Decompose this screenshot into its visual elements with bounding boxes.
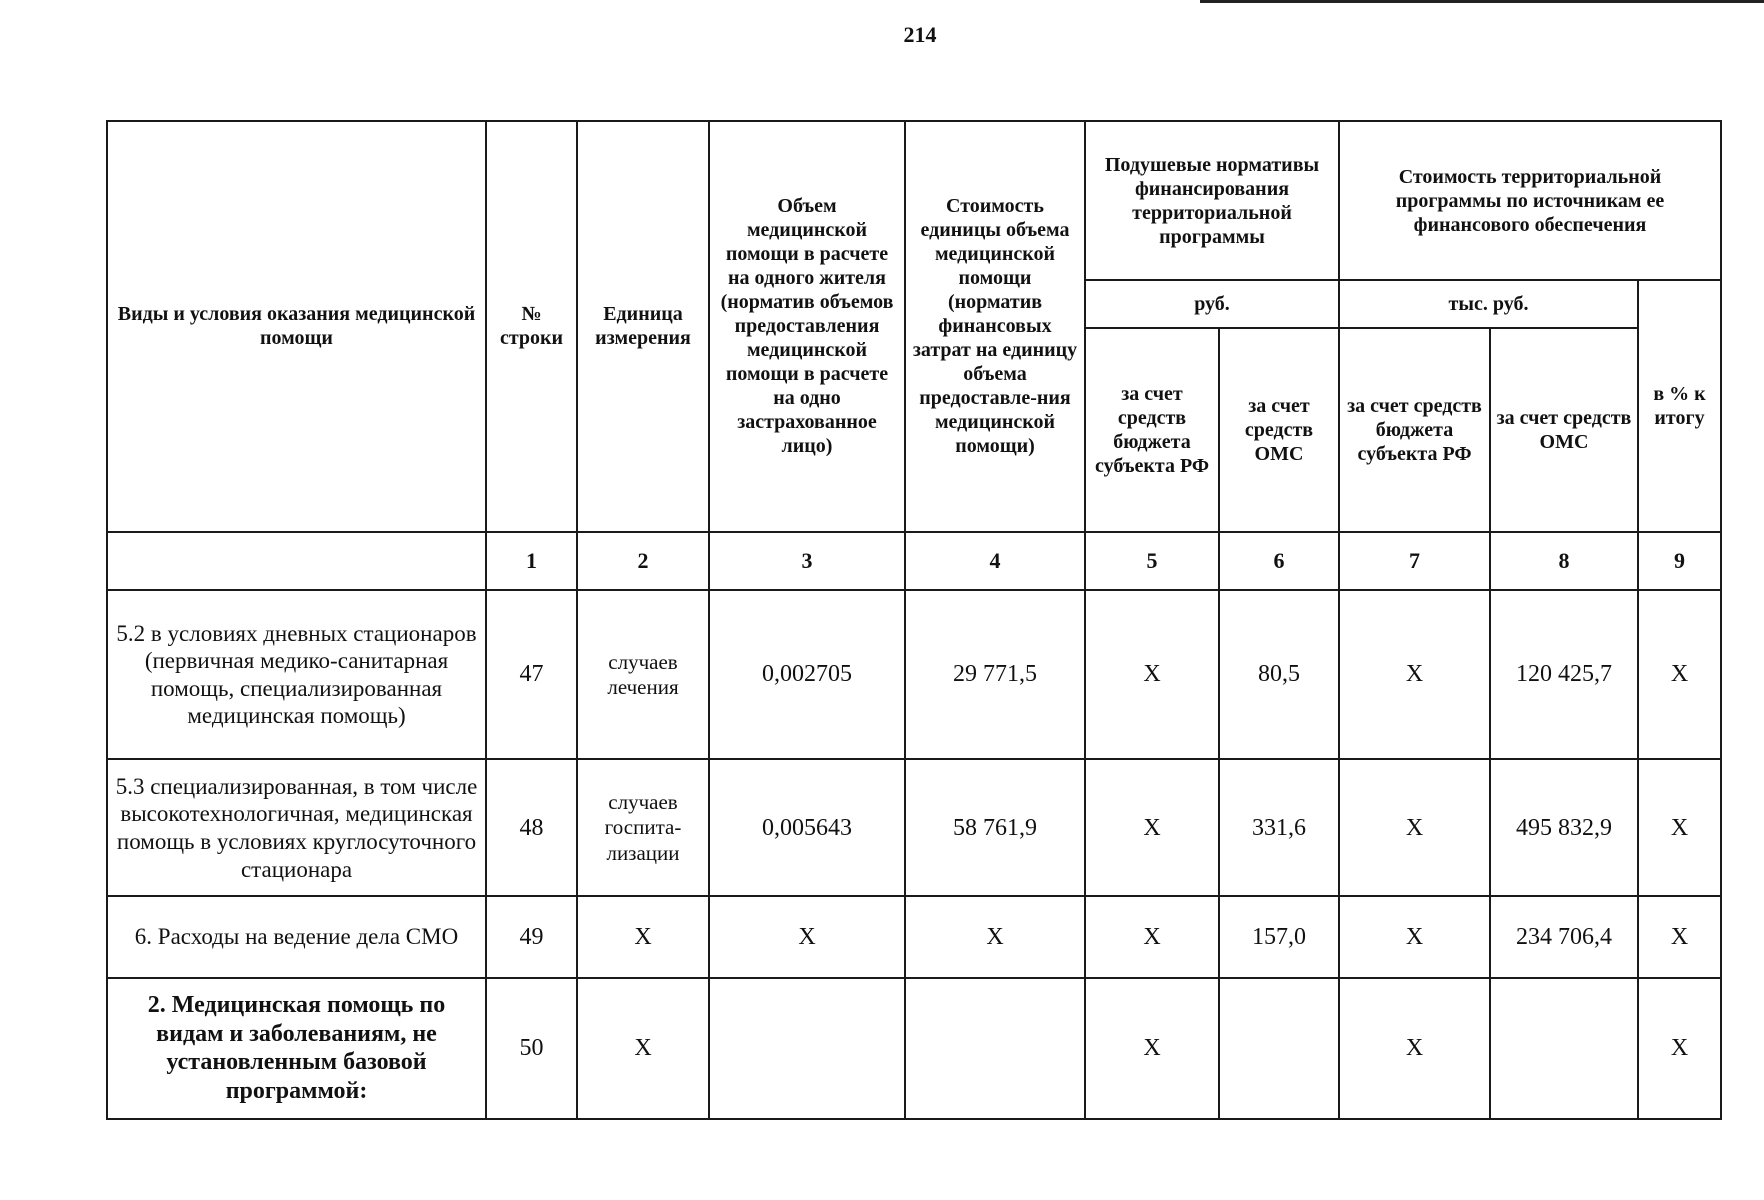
row-col9: Х	[1638, 896, 1721, 978]
row-unit: Х	[577, 978, 709, 1119]
row-col6: 157,0	[1219, 896, 1339, 978]
program-cost-table	[106, 120, 1722, 1120]
row-name: 6. Расходы на ведение дела СМО	[107, 896, 486, 978]
row-col7: Х	[1339, 759, 1490, 896]
row-col7: Х	[1339, 590, 1490, 759]
row-volume: 0,002705	[709, 590, 905, 759]
page-number: 214	[903, 22, 937, 47]
row-number: 47	[486, 590, 577, 759]
column-number: 2	[577, 532, 709, 590]
header-percent: в % к итогу	[1638, 280, 1721, 532]
row-col8: 120 425,7	[1490, 590, 1638, 759]
row-cost: 29 771,5	[905, 590, 1085, 759]
row-number: 49	[486, 896, 577, 978]
row-volume: 0,005643	[709, 759, 905, 896]
header-oms-6: за счет средств ОМС	[1219, 328, 1339, 531]
row-col6	[1219, 978, 1339, 1119]
column-number: 5	[1085, 532, 1219, 590]
header-unit: Единица измерения	[577, 121, 709, 532]
row-volume: Х	[709, 896, 905, 978]
row-col8	[1490, 978, 1638, 1119]
row-col5: Х	[1085, 896, 1219, 978]
row-col7: Х	[1339, 896, 1490, 978]
row-col9: Х	[1638, 978, 1721, 1119]
column-number: 8	[1490, 532, 1638, 590]
row-col9: Х	[1638, 590, 1721, 759]
row-name: 5.2 в условиях дневных стационаров (первичная медико-санитарная помощь, специализированная медицинская помощь)	[107, 590, 486, 759]
column-number-blank	[107, 532, 486, 590]
header-oms-8: за счет средств ОМС	[1490, 328, 1638, 531]
row-col5: Х	[1085, 978, 1219, 1119]
row-col7: Х	[1339, 978, 1490, 1119]
header-cost: Стоимость единицы объема медицинской помощи (норматив финансовых затрат на единицу объема предоставле-ния медицинской помощи)	[905, 121, 1085, 532]
row-col8: 495 832,9	[1490, 759, 1638, 896]
column-numbers-row	[107, 532, 1721, 590]
row-unit: случаев лечения	[577, 590, 709, 759]
row-cost	[905, 978, 1085, 1119]
row-name: 2. Медицинская помощь по видам и заболеваниям, не установленным базовой программой:	[107, 978, 486, 1119]
header-group-cost: Стоимость территориальной программы по источникам ее финансового обеспечения	[1339, 121, 1721, 280]
row-number: 50	[486, 978, 577, 1119]
row-cost: 58 761,9	[905, 759, 1085, 896]
top-rule	[1200, 0, 1764, 3]
row-col9: Х	[1638, 759, 1721, 896]
column-number: 9	[1638, 532, 1721, 590]
header-budget-rf-5: за счет средств бюджета субъекта РФ	[1085, 328, 1219, 531]
row-col5: Х	[1085, 590, 1219, 759]
row-number: 48	[486, 759, 577, 896]
column-number: 1	[486, 532, 577, 590]
column-number: 6	[1219, 532, 1339, 590]
table-row	[107, 896, 1721, 978]
row-volume	[709, 978, 905, 1119]
row-col5: Х	[1085, 759, 1219, 896]
row-unit: случаев госпита-лизации	[577, 759, 709, 896]
table-row	[107, 590, 1721, 759]
header-kind: Виды и условия оказания медицинской помощи	[107, 121, 486, 532]
header-volume: Объем медицинской помощи в расчете на одного жителя (норматив объемов предоставления медицинской помощи в расчете на одно застрахованное лицо)	[709, 121, 905, 532]
row-name: 5.3 специализированная, в том числе высокотехнологичная, медицинская помощь в условиях круглосуточного стационара	[107, 759, 486, 896]
header-group-norms: Подушевые нормативы финансирования территориальной программы	[1085, 121, 1339, 280]
column-number: 4	[905, 532, 1085, 590]
header-thous-rub: тыс. руб.	[1339, 280, 1638, 328]
column-number: 7	[1339, 532, 1490, 590]
table-row	[107, 759, 1721, 896]
table-row	[107, 978, 1721, 1119]
header-row-no: № строки	[486, 121, 577, 532]
row-cost: Х	[905, 896, 1085, 978]
row-col8: 234 706,4	[1490, 896, 1638, 978]
row-col6: 80,5	[1219, 590, 1339, 759]
header-budget-rf-7: за счет средств бюджета субъекта РФ	[1339, 328, 1490, 531]
header-rub: руб.	[1085, 280, 1339, 328]
column-number: 3	[709, 532, 905, 590]
header-row-1	[107, 121, 1721, 280]
row-col6: 331,6	[1219, 759, 1339, 896]
row-unit: Х	[577, 896, 709, 978]
